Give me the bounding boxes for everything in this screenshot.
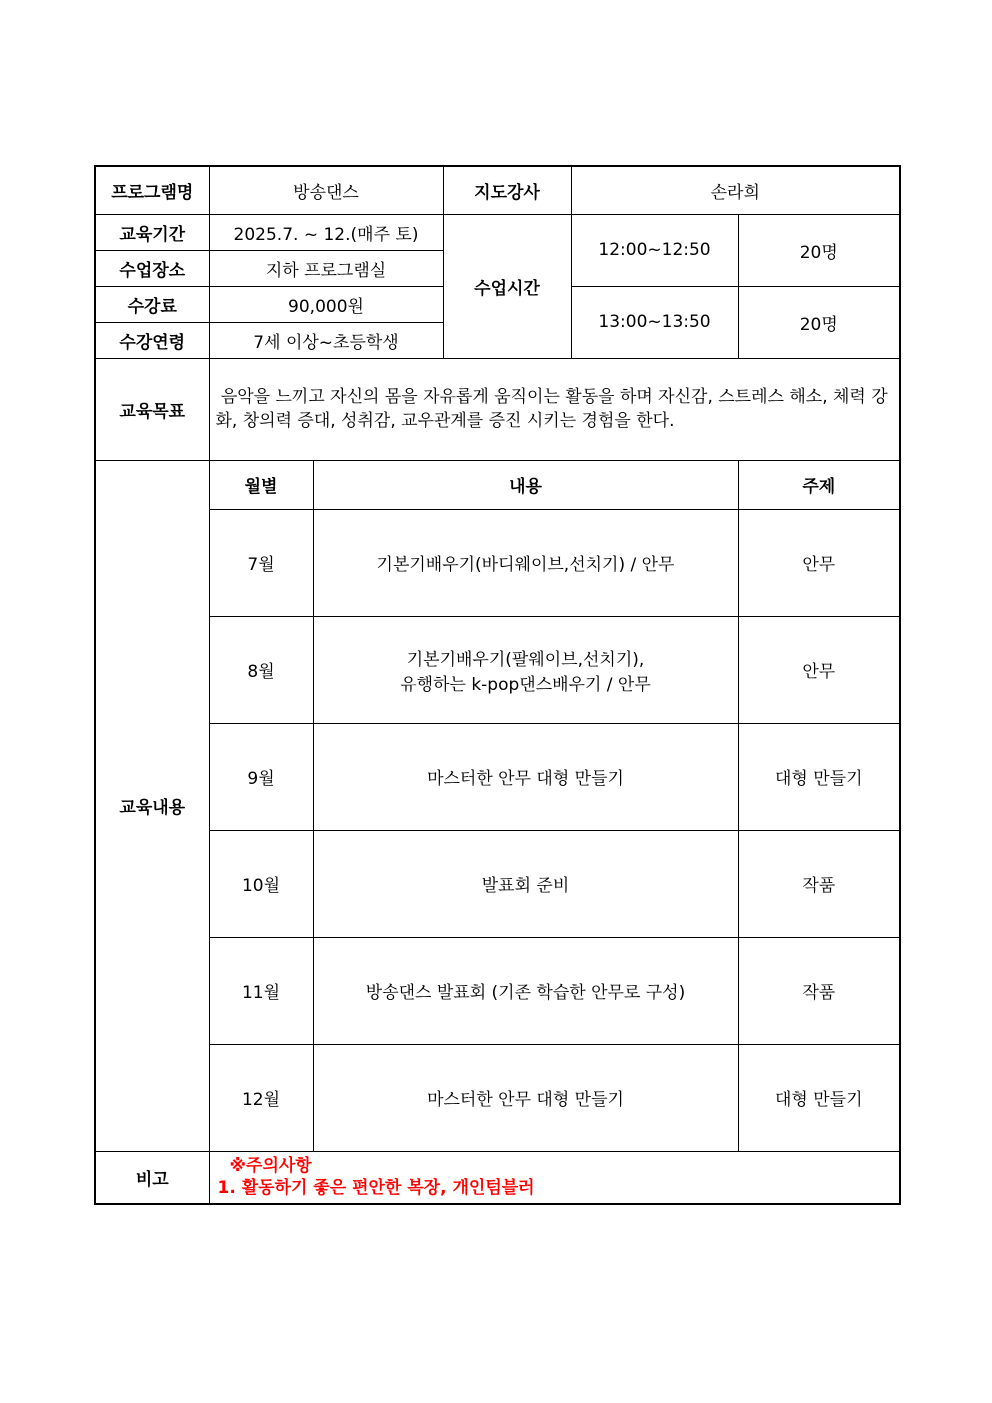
fee-value: 90,000원 [209,286,443,322]
content-cell: 기본기배우기(팔웨이브,선치기), 유행하는 k-pop댄스배우기 / 안무 [313,616,738,723]
period-value: 2025.7. ~ 12.(매주 토) [209,214,443,250]
remarks-item: 1. 활동하기 좋은 편안한 복장, 개인텀블러 [217,1178,535,1199]
theme-cell: 작품 [738,937,900,1044]
theme-cell: 작품 [738,830,900,937]
program-name: 방송댄스 [209,166,443,214]
remarks-label: 비고 [95,1151,209,1204]
month-cell: 8월 [209,616,313,723]
fee-label: 수강료 [95,286,209,322]
instructor-label: 지도강사 [443,166,571,214]
period-label: 교육기간 [95,214,209,250]
table-row [95,723,900,830]
instructor-name: 손라희 [571,166,900,214]
content-cell: 마스터한 안무 대형 만들기 [313,723,738,830]
theme-cell: 안무 [738,509,900,616]
theme-header: 주제 [738,460,900,509]
content-header: 내용 [313,460,738,509]
age-label: 수강연령 [95,322,209,358]
month-cell: 7월 [209,509,313,616]
table-row [95,509,900,616]
goal-label: 교육목표 [95,358,209,460]
month-header: 월별 [209,460,313,509]
remarks-title: ※주의사항 [229,1156,312,1177]
content-cell: 마스터한 안무 대형 만들기 [313,1044,738,1151]
place-value: 지하 프로그램실 [209,250,443,286]
program-table [94,165,901,1205]
place-label: 수업장소 [95,250,209,286]
table-row [95,1044,900,1151]
age-value: 7세 이상~초등학생 [209,322,443,358]
month-cell: 12월 [209,1044,313,1151]
program-name-label: 프로그램명 [95,166,209,214]
table-row [95,830,900,937]
content-cell: 기본기배우기(바디웨이브,선치기) / 안무 [313,509,738,616]
month-cell: 10월 [209,830,313,937]
session-2-capacity: 20명 [738,286,900,358]
table-row [95,937,900,1044]
session-1-time: 12:00~12:50 [571,214,738,286]
month-cell: 11월 [209,937,313,1044]
session-2-time: 13:00~13:50 [571,286,738,358]
remarks-note [209,1151,900,1204]
content-cell: 발표회 준비 [313,830,738,937]
theme-cell: 안무 [738,616,900,723]
class-time-label: 수업시간 [443,214,571,358]
month-cell: 9월 [209,723,313,830]
theme-cell: 대형 만들기 [738,1044,900,1151]
theme-cell: 대형 만들기 [738,723,900,830]
session-1-capacity: 20명 [738,214,900,286]
goal-text: 음악을 느끼고 자신의 몸을 자유롭게 움직이는 활동을 하며 자신감, 스트레스 해소, 체력 강화, 창의력 증대, 성취감, 교우관계를 증진 시키는 경험을 한다. [209,358,900,460]
table-row [95,616,900,723]
curriculum-label: 교육내용 [95,460,209,1151]
content-cell: 방송댄스 발표회 (기존 학습한 안무로 구성) [313,937,738,1044]
